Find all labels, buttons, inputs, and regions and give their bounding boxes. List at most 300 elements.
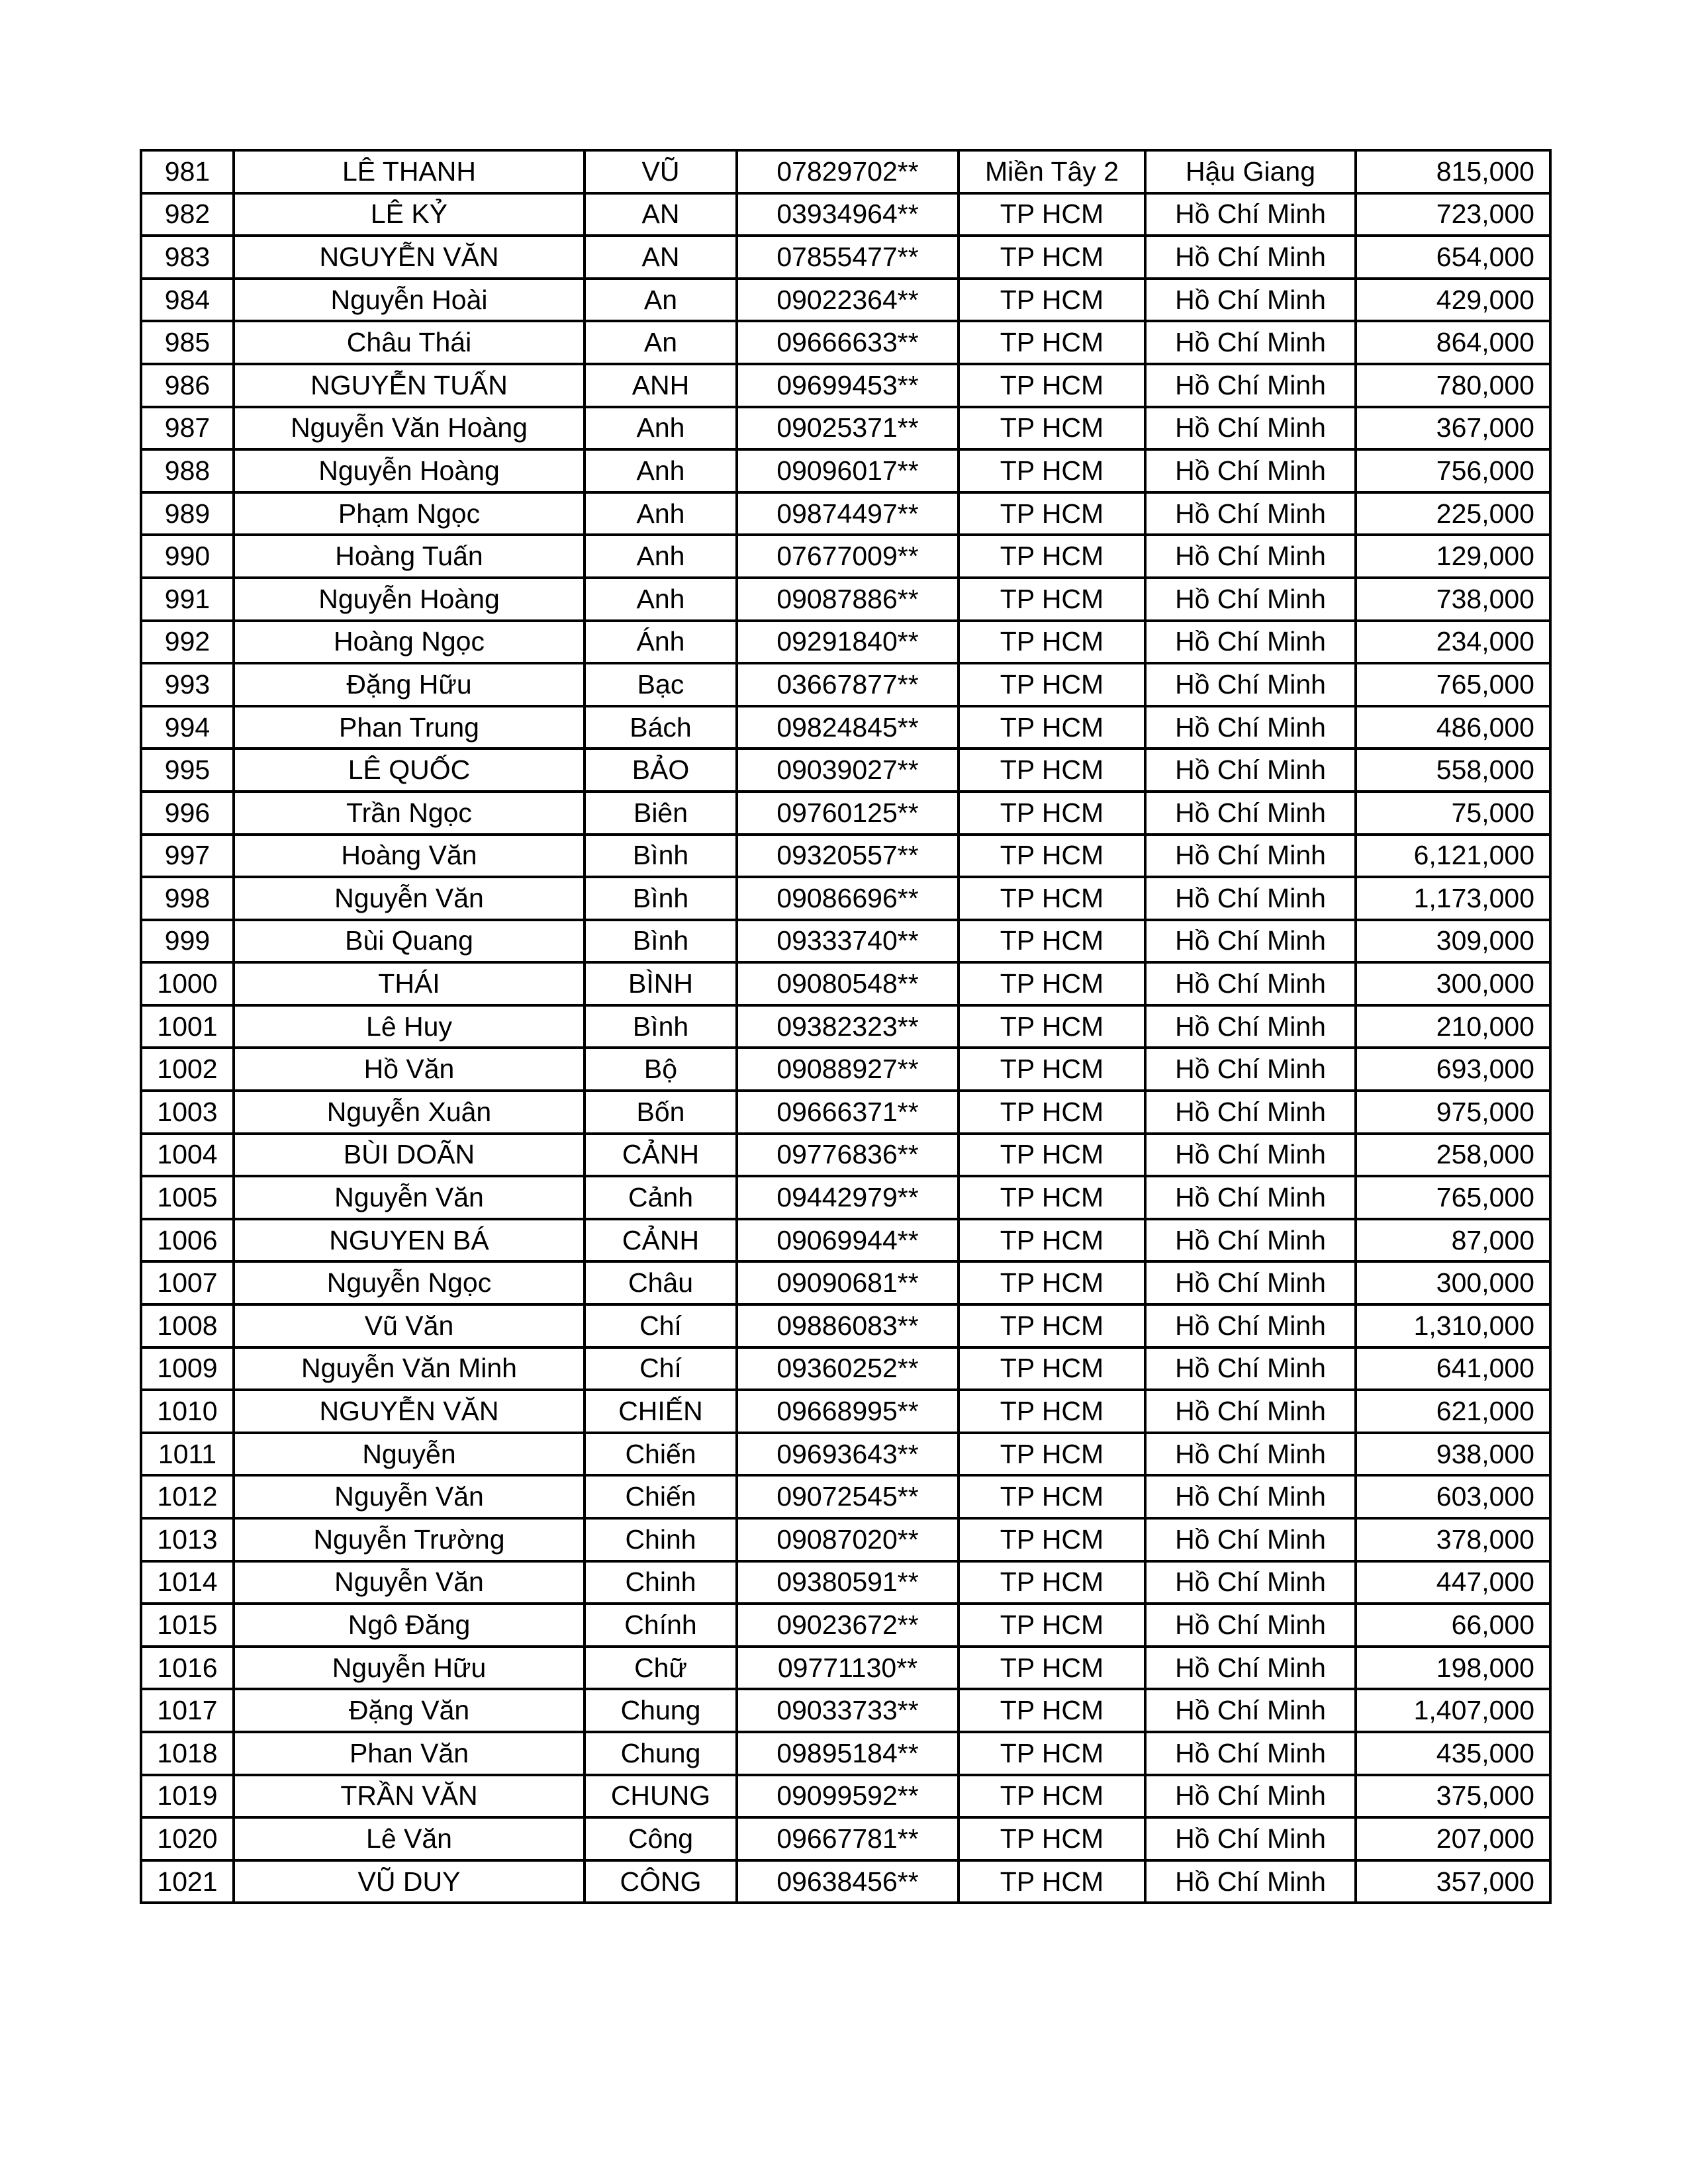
amount-cell: 378,000 — [1356, 1518, 1550, 1561]
family-name-cell: Vũ Văn — [234, 1304, 585, 1347]
phone-cell: 07677009** — [737, 535, 959, 578]
province-cell: Hồ Chí Minh — [1145, 535, 1356, 578]
phone-cell: 09382323** — [737, 1005, 959, 1048]
province-cell: Hồ Chí Minh — [1145, 877, 1356, 920]
region-cell: TP HCM — [959, 1005, 1145, 1048]
region-cell: TP HCM — [959, 1689, 1145, 1732]
region-cell: TP HCM — [959, 1304, 1145, 1347]
given-name-cell: Bình — [585, 1005, 737, 1048]
row-number-cell: 990 — [141, 535, 234, 578]
province-cell: Hậu Giang — [1145, 150, 1356, 193]
province-cell: Hồ Chí Minh — [1145, 920, 1356, 963]
row-number-cell: 1021 — [141, 1860, 234, 1903]
table-row — [141, 1134, 1550, 1177]
phone-cell: 09088927** — [737, 1048, 959, 1091]
province-cell: Hồ Chí Minh — [1145, 1647, 1356, 1690]
row-number-cell: 1014 — [141, 1561, 234, 1604]
amount-cell: 447,000 — [1356, 1561, 1550, 1604]
amount-cell: 1,310,000 — [1356, 1304, 1550, 1347]
province-cell: Hồ Chí Minh — [1145, 1261, 1356, 1304]
table-row — [141, 663, 1550, 706]
family-name-cell: LÊ KỶ — [234, 193, 585, 236]
phone-cell: 09080548** — [737, 962, 959, 1005]
table-row — [141, 449, 1550, 492]
table-row — [141, 706, 1550, 749]
row-number-cell: 1012 — [141, 1475, 234, 1518]
table-row — [141, 1091, 1550, 1134]
row-number-cell: 1002 — [141, 1048, 234, 1091]
phone-cell: 09874497** — [737, 492, 959, 535]
province-cell: Hồ Chí Minh — [1145, 1176, 1356, 1219]
amount-cell: 129,000 — [1356, 535, 1550, 578]
province-cell: Hồ Chí Minh — [1145, 1732, 1356, 1775]
table-row — [141, 1176, 1550, 1219]
region-cell: TP HCM — [959, 1860, 1145, 1903]
amount-cell: 75,000 — [1356, 792, 1550, 835]
row-number-cell: 1017 — [141, 1689, 234, 1732]
province-cell: Hồ Chí Minh — [1145, 792, 1356, 835]
table-row — [141, 1604, 1550, 1647]
given-name-cell: Chí — [585, 1347, 737, 1390]
region-cell: TP HCM — [959, 621, 1145, 664]
row-number-cell: 1007 — [141, 1261, 234, 1304]
amount-cell: 603,000 — [1356, 1475, 1550, 1518]
table-row — [141, 364, 1550, 407]
phone-cell: 09022364** — [737, 279, 959, 322]
given-name-cell: Cảnh — [585, 1176, 737, 1219]
row-number-cell: 1015 — [141, 1604, 234, 1647]
amount-cell: 756,000 — [1356, 449, 1550, 492]
amount-cell: 210,000 — [1356, 1005, 1550, 1048]
row-number-cell: 998 — [141, 877, 234, 920]
family-name-cell: Phạm Ngọc — [234, 492, 585, 535]
phone-cell: 09033733** — [737, 1689, 959, 1732]
region-cell: TP HCM — [959, 1518, 1145, 1561]
given-name-cell: CHUNG — [585, 1775, 737, 1818]
row-number-cell: 1005 — [141, 1176, 234, 1219]
phone-cell: 09666633** — [737, 321, 959, 364]
given-name-cell: Châu — [585, 1261, 737, 1304]
amount-cell: 723,000 — [1356, 193, 1550, 236]
table-row — [141, 962, 1550, 1005]
region-cell: TP HCM — [959, 407, 1145, 450]
table-row — [141, 321, 1550, 364]
province-cell: Hồ Chí Minh — [1145, 492, 1356, 535]
region-cell: TP HCM — [959, 1475, 1145, 1518]
phone-cell: 09333740** — [737, 920, 959, 963]
table-row — [141, 150, 1550, 193]
province-cell: Hồ Chí Minh — [1145, 706, 1356, 749]
table-body — [141, 150, 1550, 1903]
region-cell: TP HCM — [959, 1390, 1145, 1433]
family-name-cell: Nguyễn Văn — [234, 877, 585, 920]
phone-cell: 09380591** — [737, 1561, 959, 1604]
province-cell: Hồ Chí Minh — [1145, 1475, 1356, 1518]
family-name-cell: Nguyễn Văn Minh — [234, 1347, 585, 1390]
family-name-cell: Nguyễn Văn — [234, 1475, 585, 1518]
province-cell: Hồ Chí Minh — [1145, 1561, 1356, 1604]
row-number-cell: 983 — [141, 236, 234, 279]
table-row — [141, 535, 1550, 578]
phone-cell: 07855477** — [737, 236, 959, 279]
row-number-cell: 994 — [141, 706, 234, 749]
region-cell: TP HCM — [959, 535, 1145, 578]
family-name-cell: Lê Văn — [234, 1817, 585, 1860]
amount-cell: 225,000 — [1356, 492, 1550, 535]
province-cell: Hồ Chí Minh — [1145, 1817, 1356, 1860]
province-cell: Hồ Chí Minh — [1145, 1689, 1356, 1732]
province-cell: Hồ Chí Minh — [1145, 1304, 1356, 1347]
province-cell: Hồ Chí Minh — [1145, 835, 1356, 878]
region-cell: TP HCM — [959, 321, 1145, 364]
given-name-cell: Công — [585, 1817, 737, 1860]
given-name-cell: CẢNH — [585, 1134, 737, 1177]
family-name-cell: Hoàng Văn — [234, 835, 585, 878]
family-name-cell: Nguyễn Ngọc — [234, 1261, 585, 1304]
province-cell: Hồ Chí Minh — [1145, 1091, 1356, 1134]
table-row — [141, 1219, 1550, 1262]
phone-cell: 09090681** — [737, 1261, 959, 1304]
phone-cell: 09291840** — [737, 621, 959, 664]
row-number-cell: 986 — [141, 364, 234, 407]
table-row — [141, 1647, 1550, 1690]
region-cell: TP HCM — [959, 706, 1145, 749]
row-number-cell: 997 — [141, 835, 234, 878]
amount-cell: 693,000 — [1356, 1048, 1550, 1091]
amount-cell: 621,000 — [1356, 1390, 1550, 1433]
table-row — [141, 1261, 1550, 1304]
row-number-cell: 984 — [141, 279, 234, 322]
row-number-cell: 1006 — [141, 1219, 234, 1262]
amount-cell: 300,000 — [1356, 962, 1550, 1005]
given-name-cell: Chiến — [585, 1433, 737, 1476]
table-row — [141, 1390, 1550, 1433]
province-cell: Hồ Chí Minh — [1145, 1390, 1356, 1433]
family-name-cell: Hồ Văn — [234, 1048, 585, 1091]
province-cell: Hồ Chí Minh — [1145, 279, 1356, 322]
region-cell: TP HCM — [959, 236, 1145, 279]
phone-cell: 09069944** — [737, 1219, 959, 1262]
phone-cell: 09638456** — [737, 1860, 959, 1903]
row-number-cell: 1001 — [141, 1005, 234, 1048]
table-row — [141, 1561, 1550, 1604]
table-row — [141, 1433, 1550, 1476]
phone-cell: 09072545** — [737, 1475, 959, 1518]
row-number-cell: 1011 — [141, 1433, 234, 1476]
amount-cell: 300,000 — [1356, 1261, 1550, 1304]
table-row — [141, 279, 1550, 322]
family-name-cell: Nguyễn Hoài — [234, 279, 585, 322]
phone-cell: 09442979** — [737, 1176, 959, 1219]
given-name-cell: An — [585, 321, 737, 364]
province-cell: Hồ Chí Minh — [1145, 1433, 1356, 1476]
row-number-cell: 1000 — [141, 962, 234, 1005]
province-cell: Hồ Chí Minh — [1145, 1604, 1356, 1647]
province-cell: Hồ Chí Minh — [1145, 1005, 1356, 1048]
table-row — [141, 1689, 1550, 1732]
given-name-cell: CÔNG — [585, 1860, 737, 1903]
amount-cell: 375,000 — [1356, 1775, 1550, 1818]
family-name-cell: Châu Thái — [234, 321, 585, 364]
family-name-cell: Trần Ngọc — [234, 792, 585, 835]
family-name-cell: THÁI — [234, 962, 585, 1005]
phone-cell: 09886083** — [737, 1304, 959, 1347]
region-cell: TP HCM — [959, 578, 1145, 621]
table-row — [141, 492, 1550, 535]
table-row — [141, 1817, 1550, 1860]
row-number-cell: 988 — [141, 449, 234, 492]
row-number-cell: 1009 — [141, 1347, 234, 1390]
given-name-cell: Chí — [585, 1304, 737, 1347]
row-number-cell: 999 — [141, 920, 234, 963]
table-row — [141, 1304, 1550, 1347]
family-name-cell: Đặng Hữu — [234, 663, 585, 706]
given-name-cell: Chung — [585, 1689, 737, 1732]
family-name-cell: TRẦN VĂN — [234, 1775, 585, 1818]
region-cell: TP HCM — [959, 663, 1145, 706]
amount-cell: 641,000 — [1356, 1347, 1550, 1390]
row-number-cell: 1016 — [141, 1647, 234, 1690]
row-number-cell: 993 — [141, 663, 234, 706]
region-cell: TP HCM — [959, 962, 1145, 1005]
family-name-cell: Lê Huy — [234, 1005, 585, 1048]
family-name-cell: NGUYỄN TUẤN — [234, 364, 585, 407]
amount-cell: 864,000 — [1356, 321, 1550, 364]
row-number-cell: 996 — [141, 792, 234, 835]
table-row — [141, 877, 1550, 920]
family-name-cell: LÊ QUỐC — [234, 749, 585, 792]
phone-cell: 09666371** — [737, 1091, 959, 1134]
amount-cell: 6,121,000 — [1356, 835, 1550, 878]
phone-cell: 09087886** — [737, 578, 959, 621]
phone-cell: 07829702** — [737, 150, 959, 193]
family-name-cell: NGUYEN BÁ — [234, 1219, 585, 1262]
row-number-cell: 995 — [141, 749, 234, 792]
region-cell: TP HCM — [959, 1219, 1145, 1262]
row-number-cell: 982 — [141, 193, 234, 236]
family-name-cell: LÊ THANH — [234, 150, 585, 193]
region-cell: TP HCM — [959, 1433, 1145, 1476]
region-cell: TP HCM — [959, 279, 1145, 322]
region-cell: TP HCM — [959, 1091, 1145, 1134]
phone-cell: 09668995** — [737, 1390, 959, 1433]
phone-cell: 09693643** — [737, 1433, 959, 1476]
table-row — [141, 1860, 1550, 1903]
table-row — [141, 621, 1550, 664]
given-name-cell: Bình — [585, 835, 737, 878]
row-number-cell: 1013 — [141, 1518, 234, 1561]
given-name-cell: An — [585, 279, 737, 322]
region-cell: TP HCM — [959, 364, 1145, 407]
phone-cell: 09667781** — [737, 1817, 959, 1860]
row-number-cell: 1008 — [141, 1304, 234, 1347]
region-cell: TP HCM — [959, 1561, 1145, 1604]
amount-cell: 429,000 — [1356, 279, 1550, 322]
row-number-cell: 1003 — [141, 1091, 234, 1134]
family-name-cell: NGUYỄN VĂN — [234, 236, 585, 279]
given-name-cell: Bình — [585, 877, 737, 920]
amount-cell: 975,000 — [1356, 1091, 1550, 1134]
region-cell: TP HCM — [959, 449, 1145, 492]
amount-cell: 198,000 — [1356, 1647, 1550, 1690]
region-cell: TP HCM — [959, 749, 1145, 792]
family-name-cell: Nguyễn Xuân — [234, 1091, 585, 1134]
province-cell: Hồ Chí Minh — [1145, 621, 1356, 664]
region-cell: TP HCM — [959, 1261, 1145, 1304]
amount-cell: 765,000 — [1356, 663, 1550, 706]
row-number-cell: 989 — [141, 492, 234, 535]
family-name-cell: Nguyễn Hoàng — [234, 578, 585, 621]
amount-cell: 738,000 — [1356, 578, 1550, 621]
amount-cell: 938,000 — [1356, 1433, 1550, 1476]
province-cell: Hồ Chí Minh — [1145, 749, 1356, 792]
family-name-cell: Đặng Văn — [234, 1689, 585, 1732]
table-row — [141, 1005, 1550, 1048]
amount-cell: 234,000 — [1356, 621, 1550, 664]
region-cell: TP HCM — [959, 1647, 1145, 1690]
amount-cell: 87,000 — [1356, 1219, 1550, 1262]
region-cell: TP HCM — [959, 492, 1145, 535]
phone-cell: 03667877** — [737, 663, 959, 706]
table-row — [141, 1775, 1550, 1818]
given-name-cell: Anh — [585, 492, 737, 535]
amount-cell: 1,407,000 — [1356, 1689, 1550, 1732]
family-name-cell: Phan Trung — [234, 706, 585, 749]
table-row — [141, 1347, 1550, 1390]
row-number-cell: 1010 — [141, 1390, 234, 1433]
phone-cell: 03934964** — [737, 193, 959, 236]
given-name-cell: Chữ — [585, 1647, 737, 1690]
row-number-cell: 981 — [141, 150, 234, 193]
phone-cell: 09760125** — [737, 792, 959, 835]
given-name-cell: Biên — [585, 792, 737, 835]
table-row — [141, 749, 1550, 792]
province-cell: Hồ Chí Minh — [1145, 1134, 1356, 1177]
given-name-cell: Chinh — [585, 1561, 737, 1604]
province-cell: Hồ Chí Minh — [1145, 449, 1356, 492]
phone-cell: 09699453** — [737, 364, 959, 407]
given-name-cell: Bốn — [585, 1091, 737, 1134]
region-cell: TP HCM — [959, 920, 1145, 963]
province-cell: Hồ Chí Minh — [1145, 1518, 1356, 1561]
family-name-cell: BÙI DOÃN — [234, 1134, 585, 1177]
province-cell: Hồ Chí Minh — [1145, 578, 1356, 621]
family-name-cell: Nguyễn — [234, 1433, 585, 1476]
region-cell: TP HCM — [959, 193, 1145, 236]
table-row — [141, 1732, 1550, 1775]
province-cell: Hồ Chí Minh — [1145, 321, 1356, 364]
given-name-cell: Chinh — [585, 1518, 737, 1561]
table-row — [141, 1518, 1550, 1561]
family-name-cell: Ngô Đăng — [234, 1604, 585, 1647]
table-row — [141, 1048, 1550, 1091]
row-number-cell: 1019 — [141, 1775, 234, 1818]
given-name-cell: VŨ — [585, 150, 737, 193]
row-number-cell: 987 — [141, 407, 234, 450]
amount-cell: 815,000 — [1356, 150, 1550, 193]
region-cell: TP HCM — [959, 877, 1145, 920]
given-name-cell: Anh — [585, 578, 737, 621]
table-row — [141, 236, 1550, 279]
table-row — [141, 835, 1550, 878]
phone-cell: 09320557** — [737, 835, 959, 878]
region-cell: TP HCM — [959, 1134, 1145, 1177]
province-cell: Hồ Chí Minh — [1145, 236, 1356, 279]
given-name-cell: Bách — [585, 706, 737, 749]
province-cell: Hồ Chí Minh — [1145, 1219, 1356, 1262]
given-name-cell: AN — [585, 236, 737, 279]
given-name-cell: BẢO — [585, 749, 737, 792]
amount-cell: 309,000 — [1356, 920, 1550, 963]
table-row — [141, 578, 1550, 621]
province-cell: Hồ Chí Minh — [1145, 1860, 1356, 1903]
amount-cell: 357,000 — [1356, 1860, 1550, 1903]
table-row — [141, 193, 1550, 236]
amount-cell: 207,000 — [1356, 1817, 1550, 1860]
row-number-cell: 992 — [141, 621, 234, 664]
region-cell: Miền Tây 2 — [959, 150, 1145, 193]
phone-cell: 09895184** — [737, 1732, 959, 1775]
table-row — [141, 920, 1550, 963]
given-name-cell: BÌNH — [585, 962, 737, 1005]
family-name-cell: Nguyễn Hoàng — [234, 449, 585, 492]
given-name-cell: Bộ — [585, 1048, 737, 1091]
row-number-cell: 1020 — [141, 1817, 234, 1860]
amount-cell: 558,000 — [1356, 749, 1550, 792]
amount-cell: 435,000 — [1356, 1732, 1550, 1775]
family-name-cell: VŨ DUY — [234, 1860, 585, 1903]
phone-cell: 09039027** — [737, 749, 959, 792]
region-cell: TP HCM — [959, 1775, 1145, 1818]
family-name-cell: Nguyễn Trường — [234, 1518, 585, 1561]
table-row — [141, 407, 1550, 450]
row-number-cell: 1004 — [141, 1134, 234, 1177]
region-cell: TP HCM — [959, 1347, 1145, 1390]
amount-cell: 654,000 — [1356, 236, 1550, 279]
phone-cell: 09023672** — [737, 1604, 959, 1647]
province-cell: Hồ Chí Minh — [1145, 407, 1356, 450]
given-name-cell: Anh — [585, 449, 737, 492]
province-cell: Hồ Chí Minh — [1145, 364, 1356, 407]
phone-cell: 09099592** — [737, 1775, 959, 1818]
region-cell: TP HCM — [959, 1176, 1145, 1219]
given-name-cell: Ánh — [585, 621, 737, 664]
province-cell: Hồ Chí Minh — [1145, 193, 1356, 236]
amount-cell: 66,000 — [1356, 1604, 1550, 1647]
given-name-cell: CHIẾN — [585, 1390, 737, 1433]
phone-cell: 09096017** — [737, 449, 959, 492]
family-name-cell: Phan Văn — [234, 1732, 585, 1775]
region-cell: TP HCM — [959, 1604, 1145, 1647]
region-cell: TP HCM — [959, 835, 1145, 878]
given-name-cell: Chung — [585, 1732, 737, 1775]
phone-cell: 09087020** — [737, 1518, 959, 1561]
phone-cell: 09360252** — [737, 1347, 959, 1390]
amount-cell: 765,000 — [1356, 1176, 1550, 1219]
province-cell: Hồ Chí Minh — [1145, 663, 1356, 706]
region-cell: TP HCM — [959, 1048, 1145, 1091]
given-name-cell: Anh — [585, 407, 737, 450]
province-cell: Hồ Chí Minh — [1145, 1048, 1356, 1091]
data-table — [140, 149, 1552, 1904]
amount-cell: 780,000 — [1356, 364, 1550, 407]
phone-cell: 09776836** — [737, 1134, 959, 1177]
row-number-cell: 985 — [141, 321, 234, 364]
given-name-cell: CẢNH — [585, 1219, 737, 1262]
phone-cell: 09086696** — [737, 877, 959, 920]
given-name-cell: Chính — [585, 1604, 737, 1647]
phone-cell: 09025371** — [737, 407, 959, 450]
